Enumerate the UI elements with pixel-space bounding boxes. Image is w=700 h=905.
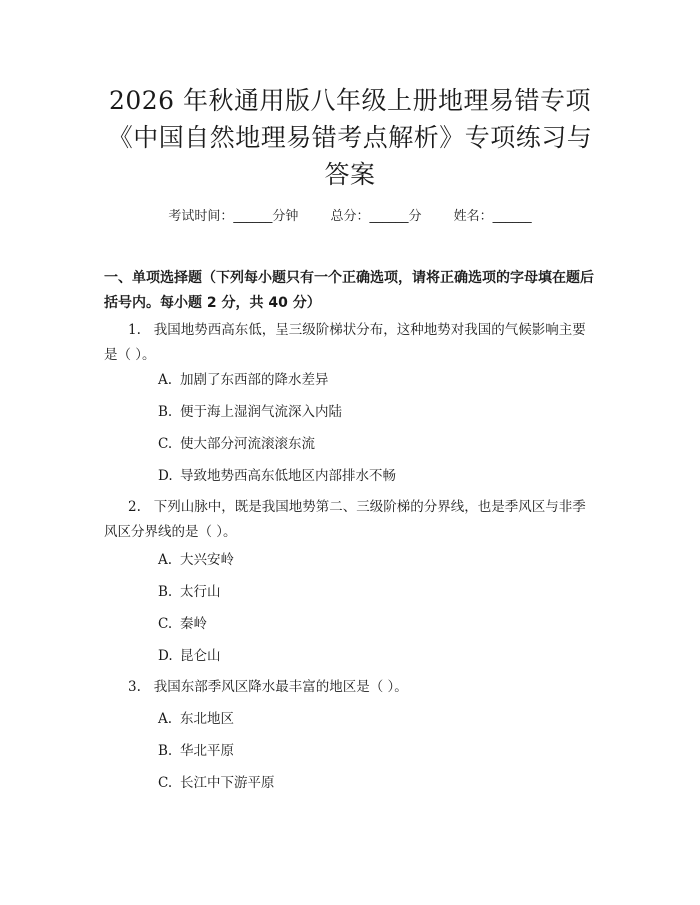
title-line-1: 2026 年秋通用版八年级上册地理易错专项 [108,86,592,115]
section-heading-line-1: 一、单项选择题（下列每小题只有一个正确选项，请将正确选项的字母填在题后 [104,270,594,286]
option-2b[interactable] [158,582,221,602]
option-2a[interactable] [158,550,234,570]
title-line-3: 答案 [324,160,376,189]
question-number: 1. [128,322,141,338]
option-text: 大兴安岭 [180,552,234,568]
option-1a[interactable] [158,370,329,390]
option-1c[interactable] [158,434,315,454]
option-label: D. [158,648,173,664]
question-text-cont: 是（ ）。 [104,347,156,363]
question-text: 我国地势西高东低，呈三级阶梯状分布，这种地势对我国的气候影响主要 [153,322,586,338]
option-text: 便于海上湿润气流深入内陆 [180,404,342,420]
option-1d[interactable] [158,466,396,486]
option-label: C. [158,616,173,632]
section-heading-line-2: 括号内。每小题 2 分，共 40 分） [104,295,321,311]
question-1 [104,318,604,368]
option-text: 长江中下游平原 [180,775,275,791]
option-text: 太行山 [180,584,221,600]
option-text: 加剧了东西部的降水差异 [180,372,329,388]
question-3 [104,675,604,700]
question-text: 下列山脉中，既是我国地势第二、三级阶梯的分界线，也是季风区与非季 [153,499,586,515]
option-3b[interactable] [158,741,234,761]
option-label: B. [158,584,173,600]
question-number: 2. [128,499,141,515]
option-text: 使大部分河流滚滚东流 [180,436,315,452]
option-label: D. [158,468,173,484]
option-text: 华北平原 [180,743,234,759]
question-text-cont: 风区分界线的是（ ）。 [104,524,237,540]
document-title [70,82,630,193]
option-label: A. [158,711,173,727]
option-label: C. [158,775,173,791]
option-text: 昆仑山 [180,648,221,664]
option-3c[interactable] [158,773,275,793]
option-label: A. [158,552,173,568]
option-2c[interactable] [158,614,207,634]
student-name-field: 姓名：______ [453,209,532,224]
exam-meta [0,205,700,224]
option-text: 东北地区 [180,711,234,727]
question-2 [104,495,604,545]
option-3a[interactable] [158,709,234,729]
option-2d[interactable] [158,646,221,666]
option-label: B. [158,743,173,759]
option-label: B. [158,404,173,420]
option-text: 导致地势西高东低地区内部排水不畅 [180,468,396,484]
option-label: A. [158,372,173,388]
question-number: 3. [128,679,141,695]
exam-time-field: 考试时间：______分钟 [168,209,299,224]
option-text: 秦岭 [180,616,207,632]
option-label: C. [158,436,173,452]
option-1b[interactable] [158,402,342,422]
title-line-2: 《中国自然地理易错考点解析》专项练习与 [107,123,593,152]
total-score-field: 总分：______分 [330,209,422,224]
question-text: 我国东部季风区降水最丰富的地区是（ ）。 [153,679,408,695]
section-heading [104,266,604,316]
